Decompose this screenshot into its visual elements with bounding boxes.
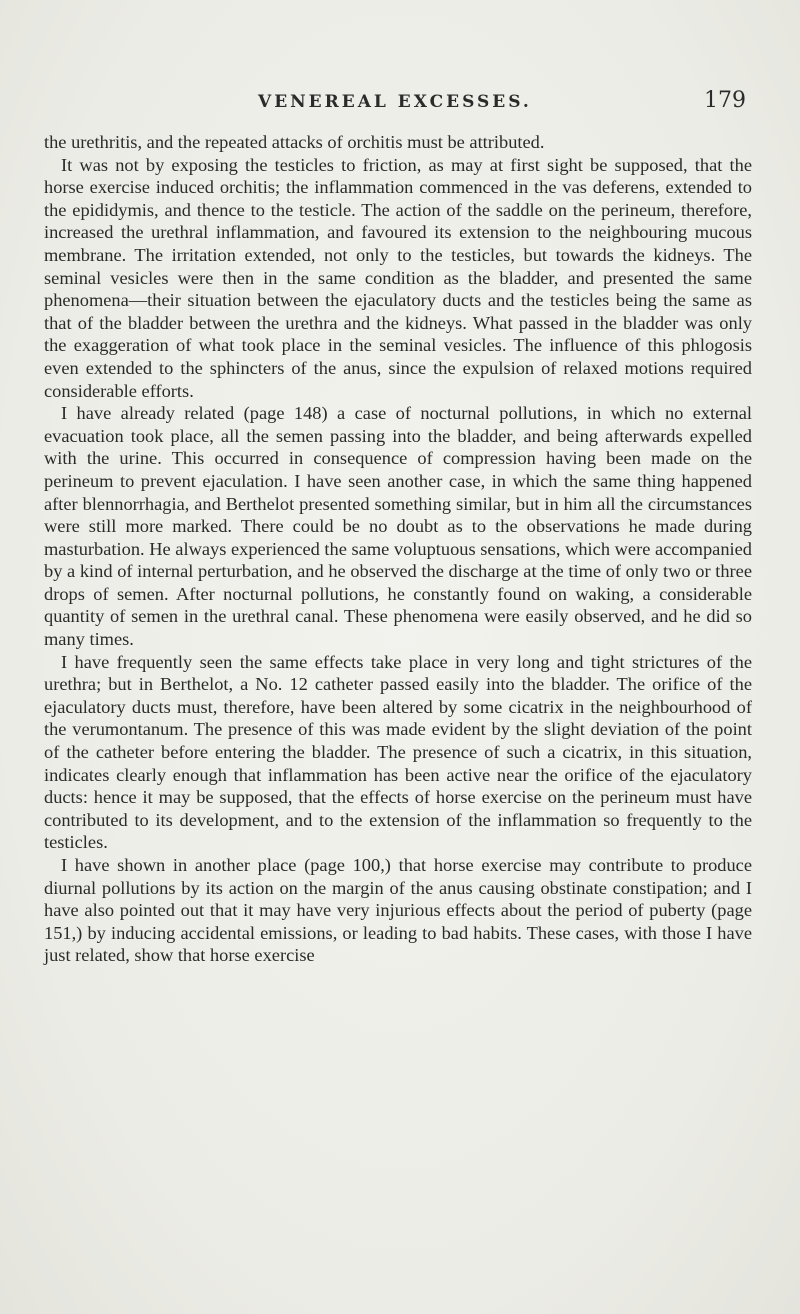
paragraph: I have frequently seen the same effects take place in very long and tight strictures of the urethra; but in Berthelot, a No. 12 catheter passed easily into the bladder. The orifice of the ejaculatory ducts must, therefore, have been altered by some cicatrix in the neighbourhood of the verumontanum. The presence of this was made evident by the slight deviation of the point of the catheter before entering the bladder. The presence of such a cicatrix, in this situation, indicates clearly enough that inflammation has been active near the orifice of the ejaculatory ducts: hence it may be supposed, that the effects of horse exercise on the perineum must have contributed to its development, and to the extension of the inflammation so frequently to the testicles. bbox=[44, 651, 752, 853]
running-title: VENEREAL EXCESSES. bbox=[258, 92, 532, 112]
page-number: 179 bbox=[704, 88, 746, 113]
paragraph: I have already related (page 148) a case of nocturnal pollutions, in which no external evacuation took place, all the semen passing into the bladder, and being afterwards expelled with the urine. This occurred in consequence of compression having been made on the perineum to prevent ejaculation. I have seen another case, in which the same thing happened after blennorrhagia, and Berthelot presented something similar, but in him all the circumstances were still more marked. There could be no doubt as to the observations he made during masturbation. He always experienced the same voluptuous sensations, which were accompanied by a kind of internal perturbation, and he observed the discharge at the time of only two or three drops of semen. After nocturnal pollutions, he constantly found on waking, a considerable quantity of semen in the urethral canal. These phenomena were easily observed, and he did so many times. bbox=[44, 403, 752, 650]
paragraph-continuation: the urethritis, and the repeated attacks of orchitis must be attributed. bbox=[44, 132, 545, 152]
paragraph: It was not by exposing the testicles to friction, as may at first sight be supposed, that the horse exercise induced orchitis; the inflammation commenced in the vas deferens, extended to the epididymis, and thence to the testicle. The action of the saddle on the perineum, therefore, increased the urethral inflammation, and favoured its extension to the neighbouring mucous membrane. The irritation extended, not only to the testicles, but towards the kidneys. The seminal vesicles were then in the same condition as the bladder, and presented the same phenomena—their situation between the ejaculatory ducts and the testicles being the same as that of the bladder between the urethra and the kidneys. What passed in the bladder was only the exaggeration of what took place in the seminal vesicles. The influence of this phlogosis even extended to the sphincters of the anus, since the expulsion of relaxed motions required considerable efforts. bbox=[44, 154, 752, 401]
page-header bbox=[0, 88, 800, 122]
paragraph: I have shown in another place (page 100,) that horse exercise may contribute to produce diurnal pollutions by its action on the margin of the anus causing obstinate constipation; and I have also pointed out that it may have very injurious effects about the period of puberty (page 151,) by inducing accidental emissions, or leading to bad habits. These cases, with those I have just related, show that horse exercise bbox=[44, 855, 752, 966]
body-text bbox=[44, 131, 752, 967]
